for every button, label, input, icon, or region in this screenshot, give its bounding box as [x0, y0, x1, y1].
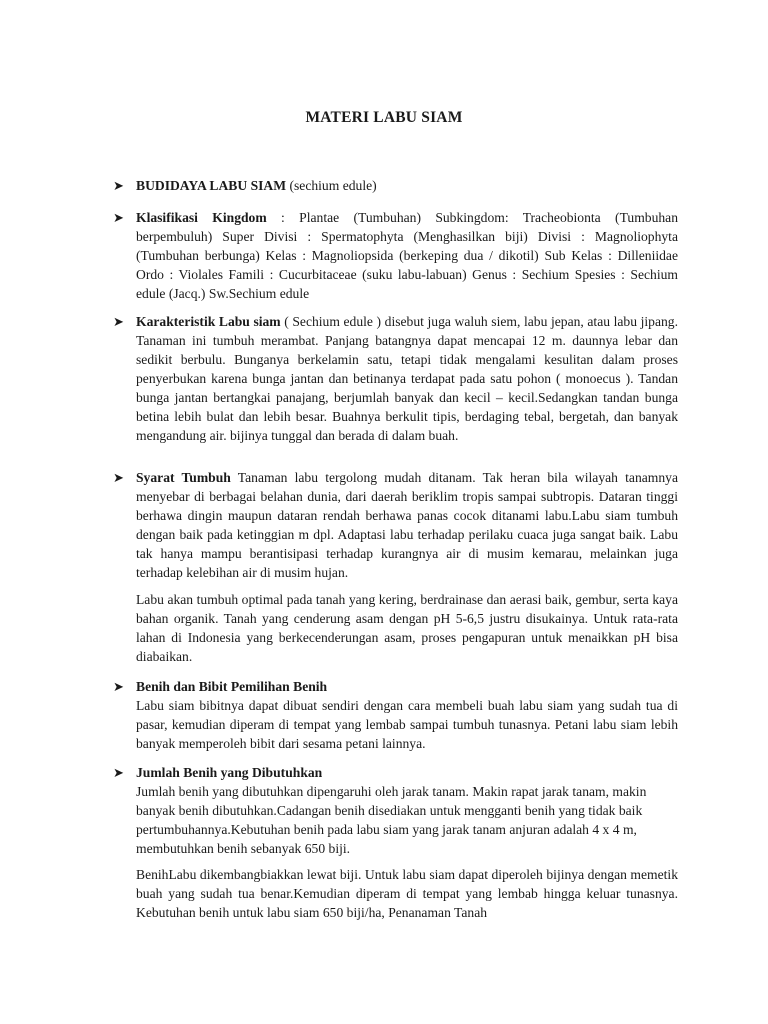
section-text: [136, 312, 678, 445]
section-text: [136, 176, 678, 195]
arrow-bullet-icon: ➤: [113, 314, 124, 329]
section-heading: Klasifikasi Kingdom: [136, 210, 267, 225]
section-body: ( Sechium edule ) disebut juga waluh siem, labu jepan, atau labu jipang. Tanaman ini tumbuh merambat. Panjang batangnya dapat mencapai 12 m. daunnya lebar dan sedikit berbulu. Bunganya berkelamin satu, tetapi tidak mengalami kesulitan dalam proses penyerbukan karena bunga jantan dan betinanya terdapat pada satu pohon ( monoecus ). Tandan bunga jantan bertangkai panajang, berjumlah banyak dan kecil – kecil.Sedangkan tandan bunga betina lebih bulat dan lebih besar. Buahnya berkulit tipis, berdaging tebal, bergetah, dan banyak mengandung air. bijinya tunggal dan berada di dalam buah.: [136, 314, 678, 443]
section-paragraph: Labu akan tumbuh optimal pada tanah yang kering, berdrainase dan aerasi baik, gembur, serta kaya bahan organik. Tanah yang cenderung asam dengan pH 5-6,5 justru disukainya. Untuk rata-rata lahan di Indonesia yang berkecenderungan asam, proses pengapuran untuk menaikkan pH bisa diabaikan.: [136, 592, 678, 664]
section-heading: Benih dan Bibit Pemilihan Benih: [136, 679, 328, 694]
arrow-bullet-icon: ➤: [113, 178, 124, 193]
section-heading: Karakteristik Labu siam: [136, 314, 281, 329]
section-body: (sechium edule): [286, 178, 377, 193]
section-heading: Jumlah Benih yang Dibutuhkan: [136, 765, 323, 780]
page-title: MATERI LABU SIAM: [305, 109, 463, 126]
arrow-bullet-icon: ➤: [113, 765, 124, 780]
arrow-bullet-icon: ➤: [113, 470, 124, 485]
section-heading: BUDIDAYA LABU SIAM: [136, 178, 287, 193]
section-text: [136, 677, 678, 753]
section-body: Labu siam bibitnya dapat dibuat sendiri dengan cara membeli buah labu siam yang sudah tua di pasar, kemudian diperam di tempat yang lembab sampai tumbuh tunasnya. Petani labu siam lebih banyak memperoleh bibit dari sesama petani lainnya.: [136, 698, 678, 751]
section-body: : Plantae (Tumbuhan) Subkingdom: Tracheobionta (Tumbuhan berpembuluh) Super Divisi : Spermatophyta (Menghasilkan biji) Divisi : Magnoliophyta (Tumbuhan berbunga) Kelas : Magnoliopsida (berkeping dua / dikotil) Sub Kelas : Dilleniidae Ordo : Violales Famili : Cucurbitaceae (suku labu-labuan) Genus : Sechium Spesies : Sechium edule (Jacq.) Sw.Sechium edule: [136, 210, 679, 301]
section-text: [136, 468, 678, 582]
section-heading: Syarat Tumbuh: [136, 470, 231, 485]
arrow-bullet-icon: ➤: [113, 210, 124, 225]
arrow-bullet-icon: ➤: [113, 679, 124, 694]
section-body: Jumlah benih yang dibutuhkan dipengaruhi oleh jarak tanam. Makin rapat jarak tanam, makin banyak benih dibutuhkan.Cadangan benih disediakan untuk mengganti benih yang tidak baik pertumbuhannya.Kebutuhan benih pada labu siam yang jarak tanam anjuran adalah 4 x 4 m, membutuhkan benih sebanyak 650 biji.: [136, 784, 647, 856]
section-text: [136, 208, 678, 303]
section-paragraph: BenihLabu dikembangbiakkan lewat biji. Untuk labu siam dapat diperoleh bijinya dengan memetik buah yang sudah tua benar.Kemudian diperam di tempat yang lembab hingga keluar tunasnya. Kebutuhan benih untuk labu siam 650 biji/ha, Penanaman Tanah: [136, 867, 678, 920]
section-body: Tanaman labu tergolong mudah ditanam. Tak heran bila wilayah tanamnya menyebar di berbagai belahan dunia, dari daerah beriklim tropis sampai subtropis. Dataran tinggi berhawa dingin maupun dataran rendah berhawa panas cocok ditanami labu.Labu siam tumbuh dengan baik pada ketinggian m dpl. Adaptasi labu terhadap perilaku cuaca juga sangat baik. Labu tak hanya mampu berantisipasi terhadap kurangnya air di musim kemarau, melainkan juga terhadap kelebihan air di musim hujan.: [136, 470, 678, 580]
section-text: [136, 763, 678, 858]
